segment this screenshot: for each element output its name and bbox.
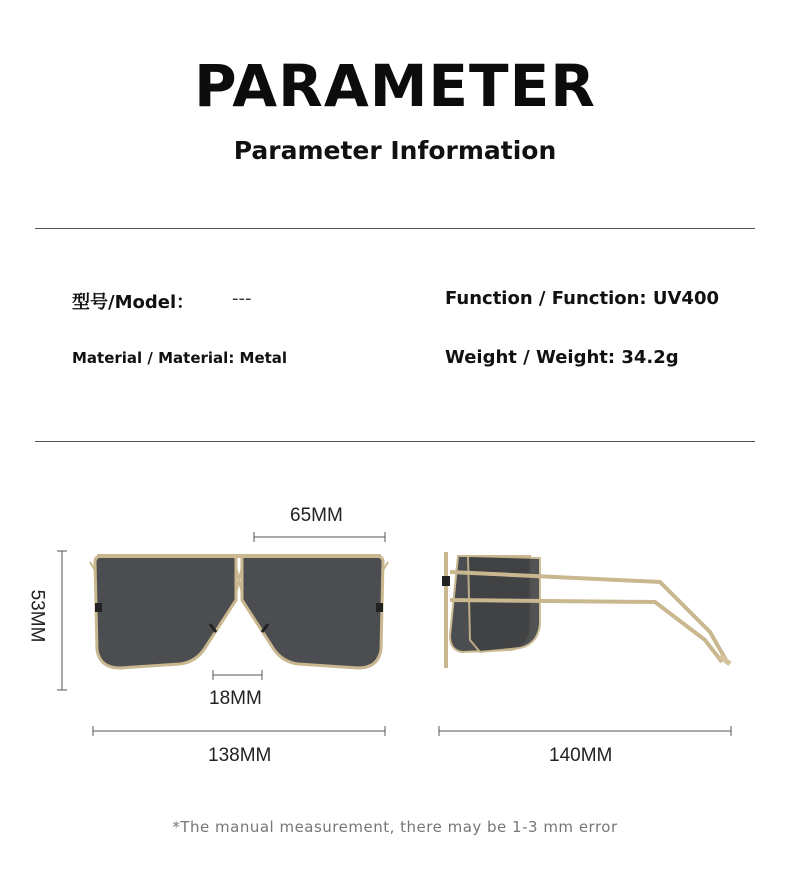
model-value: --- (232, 288, 252, 309)
weight-spec: Weight / Weight: 34.2g (445, 347, 679, 368)
frame-width-label: 138MM (208, 745, 272, 766)
right-lens (242, 556, 383, 668)
left-lens (95, 556, 236, 668)
side-view-glasses (442, 552, 730, 668)
temple-length-label: 140MM (549, 745, 613, 766)
page-title: PARAMETER (194, 52, 596, 120)
material-spec: Material / Material: Metal (72, 349, 288, 367)
lens-height-label: 53MM (26, 589, 48, 643)
lens-width-label: 65MM (290, 505, 343, 526)
measurement-note: *The manual measurement, there may be 1-3 mm error (172, 818, 618, 836)
model-label: 型号/Model： (72, 292, 195, 313)
front-view-glasses (90, 556, 388, 668)
function-spec: Function / Function: UV400 (445, 288, 719, 309)
bridge-width-label: 18MM (209, 688, 262, 709)
page-subtitle: Parameter Information (233, 136, 557, 165)
